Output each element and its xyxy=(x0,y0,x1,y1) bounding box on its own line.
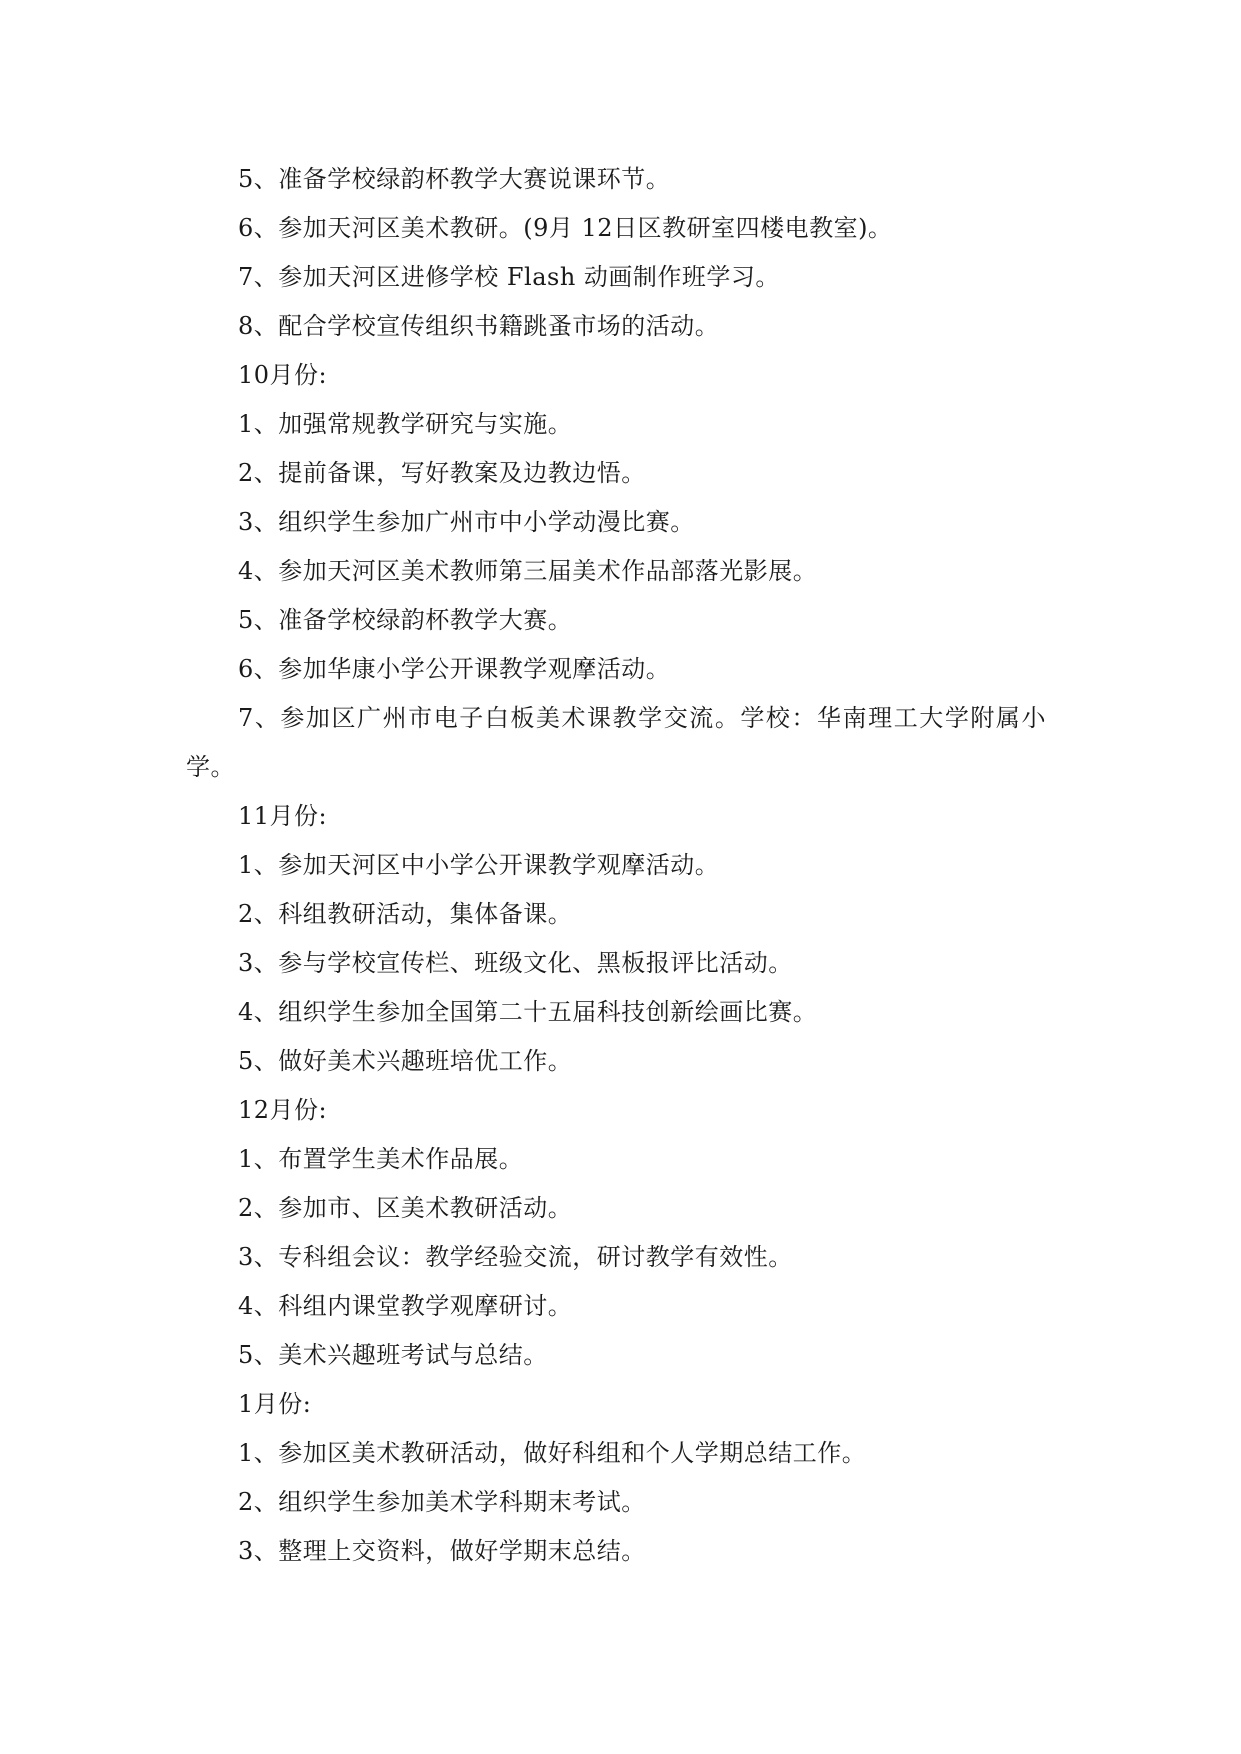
paragraph: 3、组织学生参加广州市中小学动漫比赛。 xyxy=(238,508,695,536)
paragraph: 1、参加区美术教研活动，做好科组和个人学期总结工作。 xyxy=(238,1439,867,1467)
paragraph: 4、参加天河区美术教师第三届美术作品部落光影展。 xyxy=(238,557,818,585)
paragraph: 1、参加天河区中小学公开课教学观摩活动。 xyxy=(238,851,720,879)
paragraph: 7、参加天河区进修学校 Flash 动画制作班学习。 xyxy=(238,263,780,291)
paragraph: 2、组织学生参加美术学科期末考试。 xyxy=(238,1488,646,1516)
month-heading-january: 1月份: xyxy=(238,1390,312,1418)
paragraph: 6、参加华康小学公开课教学观摩活动。 xyxy=(238,655,671,683)
paragraph: 2、提前备课，写好教案及边教边悟。 xyxy=(238,459,646,487)
month-heading-october: 10月份: xyxy=(238,361,328,389)
paragraph: 2、科组教研活动，集体备课。 xyxy=(238,900,573,928)
paragraph: 5、做好美术兴趣班培优工作。 xyxy=(238,1047,573,1075)
paragraph: 1、布置学生美术作品展。 xyxy=(238,1145,524,1173)
paragraph: 5、准备学校绿韵杯教学大赛。 xyxy=(238,606,573,634)
document-body xyxy=(186,155,1046,1576)
paragraph: 7、参加区广州市电子白板美术课教学交流。学校：华南理工大学附属小学。 xyxy=(186,704,1046,781)
month-heading-december: 12月份: xyxy=(238,1096,328,1124)
paragraph: 3、整理上交资料，做好学期末总结。 xyxy=(238,1537,646,1565)
paragraph: 3、专科组会议：教学经验交流，研讨教学有效性。 xyxy=(238,1243,793,1271)
paragraph: 5、美术兴趣班考试与总结。 xyxy=(238,1341,548,1369)
paragraph: 4、科组内课堂教学观摩研讨。 xyxy=(238,1292,573,1320)
paragraph: 4、组织学生参加全国第二十五届科技创新绘画比赛。 xyxy=(238,998,818,1026)
paragraph: 2、参加市、区美术教研活动。 xyxy=(238,1194,573,1222)
paragraph: 1、加强常规教学研究与实施。 xyxy=(238,410,573,438)
paragraph: 6、参加天河区美术教研。(9月 12日区教研室四楼电教室)。 xyxy=(238,214,893,242)
month-heading-november: 11月份: xyxy=(238,802,328,830)
paragraph: 3、参与学校宣传栏、班级文化、黑板报评比活动。 xyxy=(238,949,793,977)
paragraph: 5、准备学校绿韵杯教学大赛说课环节。 xyxy=(238,165,671,193)
paragraph: 8、配合学校宣传组织书籍跳蚤市场的活动。 xyxy=(238,312,720,340)
